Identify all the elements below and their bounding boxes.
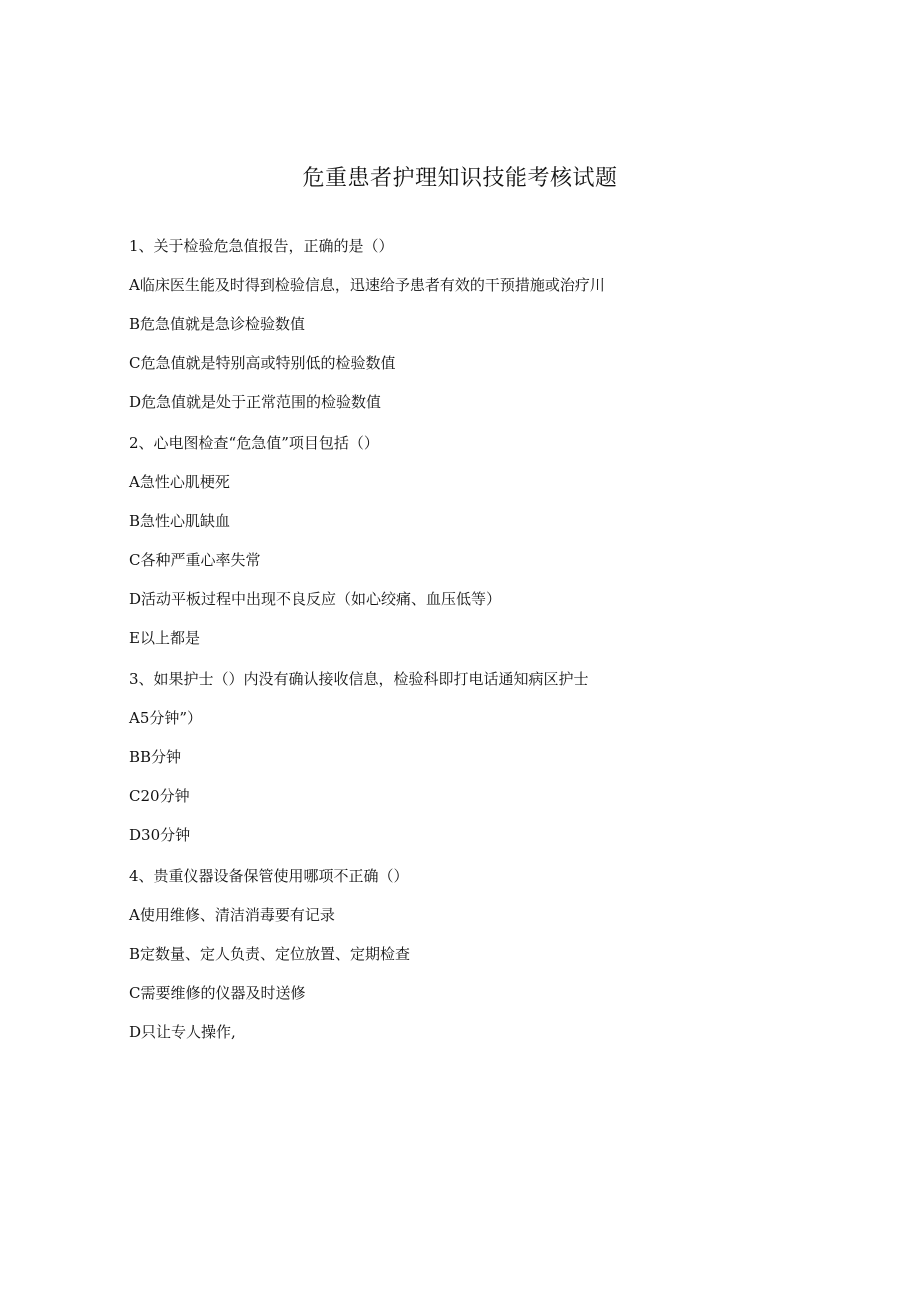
option-d: D30分钟 <box>129 826 191 844</box>
option-a: A5分钟”） <box>129 709 203 727</box>
option-b: BB分钟 <box>129 748 182 766</box>
option-a: A使用维修、清洁消毒要有记录 <box>129 906 335 924</box>
document-title: 危重患者护理知识技能考核试题 <box>302 166 618 191</box>
option-d: D只让专人操作, <box>129 1023 236 1041</box>
question-list <box>129 236 829 1063</box>
option-a: A临床医生能及时得到检验信息，迅速给予患者有效的干预措施或治疗川 <box>129 276 605 294</box>
question-stem: 2、心电图检查“危急值”项目包括（） <box>129 434 379 452</box>
question-3 <box>129 669 829 845</box>
option-d: D活动平板过程中出现不良反应（如心绞痛、血压低等） <box>129 590 502 608</box>
question-2 <box>129 433 829 648</box>
question-stem: 1、关于检验危急值报告，正确的是（） <box>129 237 394 255</box>
option-a: A急性心肌梗死 <box>129 473 230 491</box>
option-c: C需要维修的仪器及时送修 <box>129 984 306 1002</box>
question-stem: 3、如果护士（）内没有确认接收信息，检验科即打电话通知病区护士 <box>129 670 589 688</box>
option-b: B危急值就是急诊检验数值 <box>129 315 306 333</box>
option-b: B急性心肌缺血 <box>129 512 231 530</box>
question-4 <box>129 866 829 1042</box>
option-b: B定数量、定人负责、定位放置、定期检查 <box>129 945 411 963</box>
option-d: D危急值就是处于正常范围的检验数值 <box>129 393 382 411</box>
question-stem: 4、贵重仪器设备保管使用哪项不正确（） <box>129 867 409 885</box>
option-c: C20分钟 <box>129 787 190 805</box>
option-c: C各种严重心率失常 <box>129 551 261 569</box>
question-1 <box>129 236 829 412</box>
option-e: E以上都是 <box>129 629 200 647</box>
option-c: C危急值就是特别高或特别低的检验数值 <box>129 354 396 372</box>
